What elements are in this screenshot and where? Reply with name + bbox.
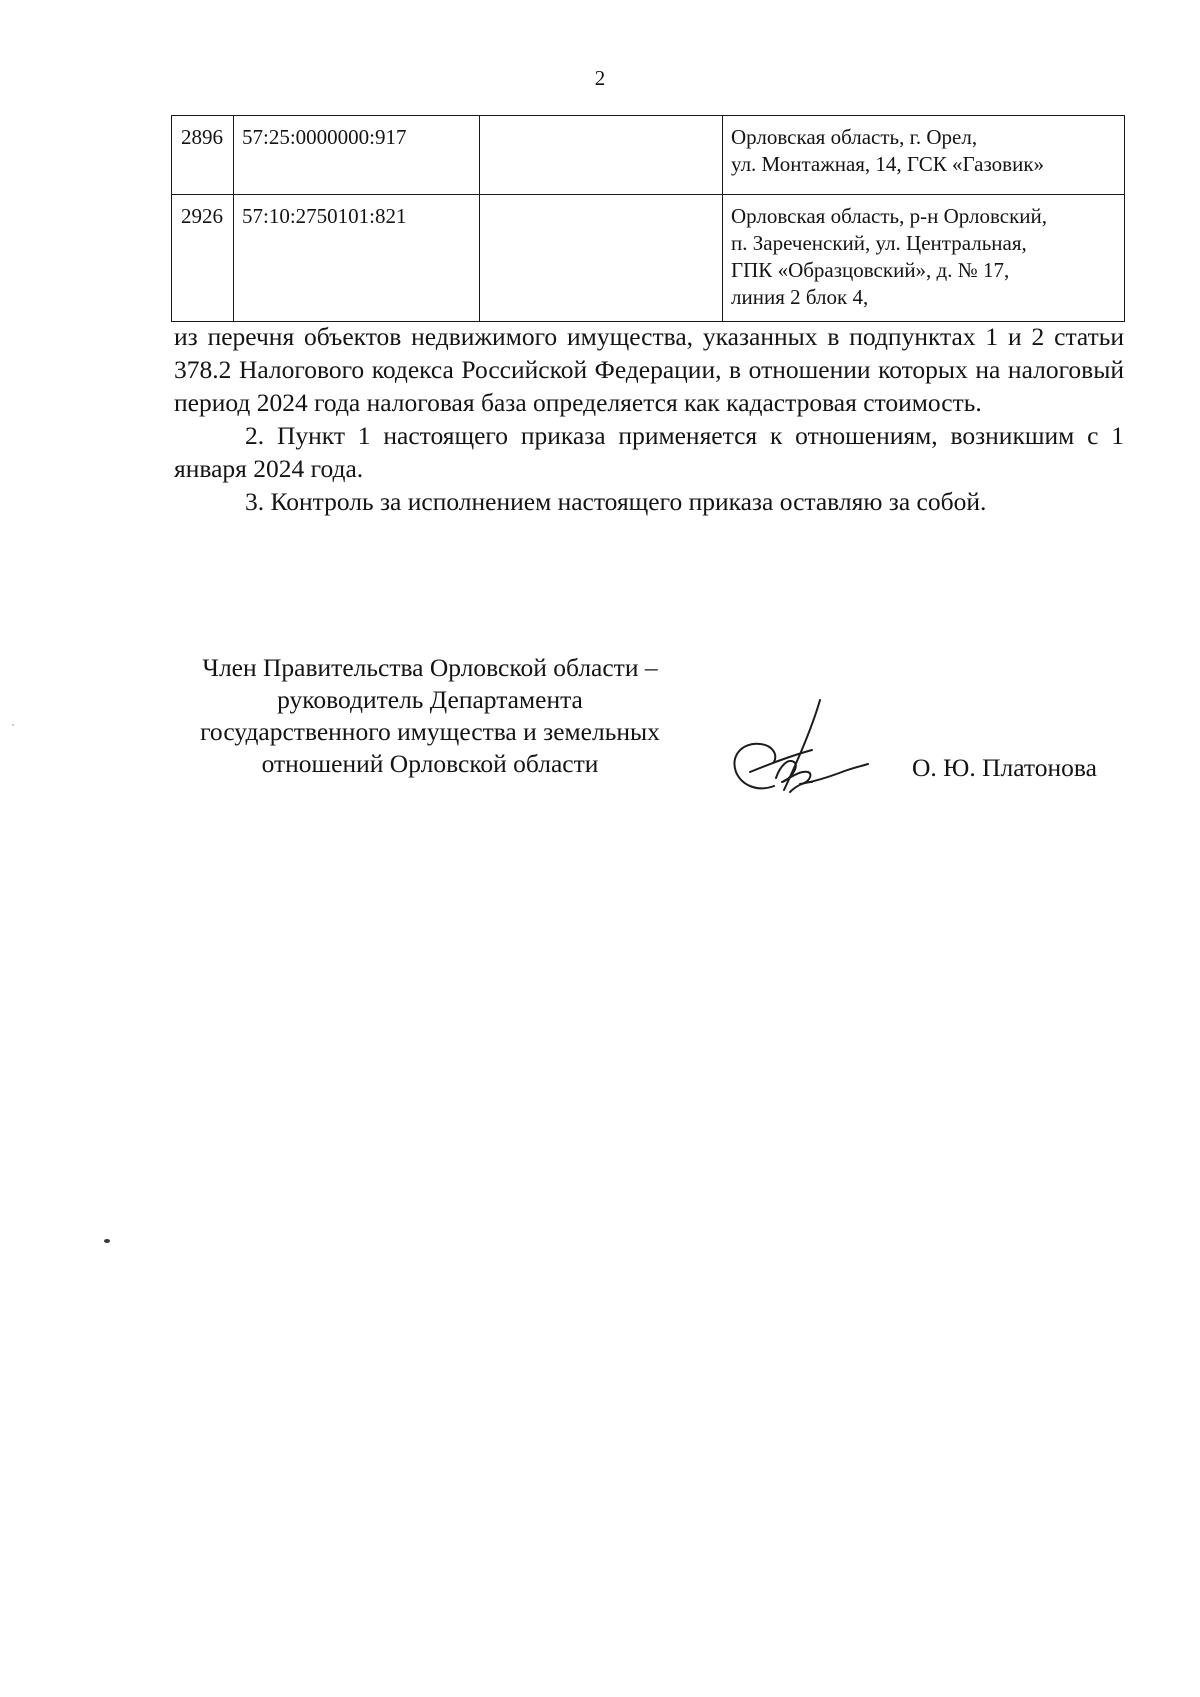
paragraph-item-3: 3. Контроль за исполнением настоящего приказа оставляю за собой. xyxy=(245,487,987,516)
address-line: ГПК «Образцовский», д. № 17, xyxy=(731,258,1010,282)
cadastral-number: 57:25:0000000:917 xyxy=(234,116,480,195)
paragraph-item-2: 2. Пункт 1 настоящего приказа применяется к отношениям, возникшим с 1 января 2024 года. xyxy=(174,421,1124,483)
address-cell xyxy=(723,116,1125,195)
position-line: государственного имущества и земельных xyxy=(200,717,660,746)
empty-cell xyxy=(480,195,723,322)
table-row xyxy=(172,195,1125,322)
address-line: Орловская область, р-н Орловский, xyxy=(731,204,1048,228)
handwritten-signature xyxy=(720,698,870,803)
address-line: п. Зареченский, ул. Центральная, xyxy=(731,231,1027,255)
position-line: отношений Орловской области xyxy=(261,749,599,778)
signer-name: О. Ю. Платонова xyxy=(912,753,1097,782)
row-number: 2896 xyxy=(172,116,234,195)
scan-speck xyxy=(104,1239,110,1243)
objects-table xyxy=(171,115,1125,322)
position-line: Член Правительства Орловской области – xyxy=(202,653,658,682)
signatory-position xyxy=(166,652,694,780)
table-row xyxy=(172,116,1125,195)
page-number: 2 xyxy=(594,66,606,90)
address-line: Орловская область, г. Орел, xyxy=(731,125,978,149)
cadastral-number: 57:10:2750101:821 xyxy=(234,195,480,322)
row-number: 2926 xyxy=(172,195,234,322)
continuation-paragraph: из перечня объектов недвижимого имущества, указанных в подпунктах 1 и 2 статьи 378.2 Налогового кодекса Российской Федерации, в отношении которых на налоговый период 2024 года налоговая база определяется как кадастровая стоимость. xyxy=(174,322,1124,417)
address-line: ул. Монтажная, 14, ГСК «Газовик» xyxy=(731,152,1045,176)
scan-speck xyxy=(12,724,14,726)
position-line: руководитель Департамента xyxy=(277,685,583,714)
address-cell xyxy=(723,195,1125,322)
address-line: линия 2 блок 4, xyxy=(731,285,869,309)
order-text xyxy=(174,320,1124,518)
empty-cell xyxy=(480,116,723,195)
